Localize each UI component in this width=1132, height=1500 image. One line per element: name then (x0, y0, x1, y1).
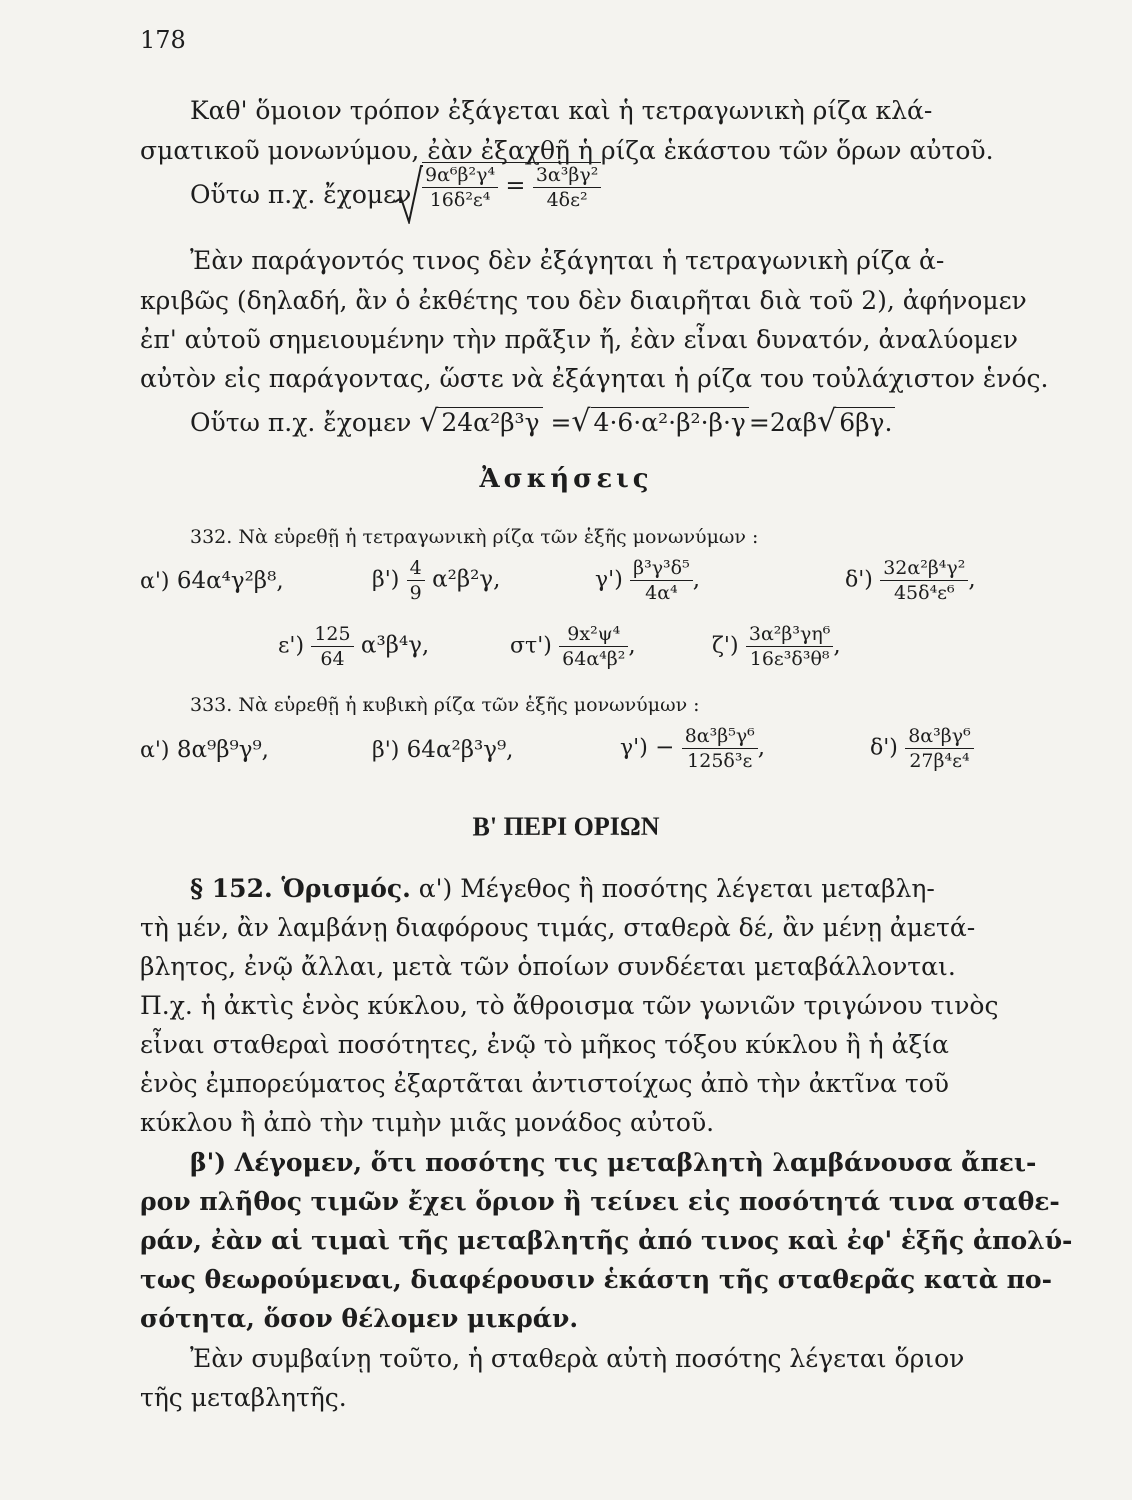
definition-b-line-1: β') Λέγομεν, ὅτι ποσότης τις μεταβλητὴ λαμβάνουσα ἄπει- (190, 1148, 1037, 1177)
ex332-e-rest: α³β⁴γ, (360, 632, 430, 659)
root-sign: √ (419, 404, 439, 439)
example2-radical-3: 6βγ. (836, 407, 895, 437)
intro-line-2: σματικοῦ μονωνύμου, ἐὰν ἐξαχθῇ ἡ ρίζα ἑκάστου τῶν ὅρων αὐτοῦ. (140, 136, 994, 165)
ex333-a-expr: 8α⁹β⁹γ⁹, (176, 737, 269, 763)
ex333-b-expr: 64α²β³γ⁹, (406, 737, 514, 763)
ex332-d (845, 556, 976, 605)
ex332-z-den: 16ε³δ³θ⁸ (749, 648, 830, 670)
ex332-st-num: 9x²ψ⁴ (559, 622, 628, 647)
ex332-e-num: 125 (311, 622, 353, 647)
ex332-e (278, 622, 429, 671)
ex333-b (372, 737, 514, 763)
intro-line-1: Καθ' ὅμοιον τρόπον ἐξάγεται καὶ ἡ τετραγωνικὴ ρίζα κλά- (190, 96, 933, 125)
closing-line-1: Ἐὰν συμβαίνῃ τοῦτο, ἡ σταθερὰ αὐτὴ ποσότης λέγεται ὅριον (190, 1344, 965, 1373)
ex332-b-num: 4 (407, 556, 425, 581)
example2-radical-1: 24α²β³γ (438, 407, 542, 437)
ex332-z-comma: , (833, 632, 841, 659)
ex332-d-label: δ') (845, 567, 873, 593)
closing-line-2: τῆς μεταβλητῆς. (140, 1383, 347, 1412)
ex332-e-label: ε') (278, 633, 305, 659)
ex332-c-den: 4α⁴ (645, 582, 678, 604)
ex332-z-label: ζ') (712, 633, 739, 659)
ex332-st-den: 64α⁴β² (562, 648, 626, 670)
ex332-st-label: στ') (510, 633, 552, 659)
ex333-b-label: β') (372, 738, 400, 763)
para2-line-4: αὐτὸν εἰς παράγοντας, ὥστε νὰ ἐξάγηται ἡ ρίζα του τοὐλάχιστον ἑνός. (140, 364, 1049, 393)
ex332-c-num: β³γ³δ⁵ (630, 556, 693, 581)
ex333-c-sign: − (655, 734, 675, 761)
ex332-c-comma: , (692, 566, 701, 593)
equals-sign: = (550, 408, 572, 437)
ex333-c-num: 8α³β⁵γ⁶ (682, 724, 758, 749)
para2-line-3: ἐπ' αὐτοῦ σημειουμένην τὴν πρᾶξιν ἤ, ἐὰν εἶναι δυνατόν, ἀναλύομεν (140, 325, 1018, 354)
example1-result-num: 3α³βγ² (533, 163, 602, 188)
ex333-d (870, 724, 974, 773)
section152-line-4: Π.χ. ἡ ἀκτὶς ἑνὸς κύκλου, τὸ ἄθροισμα τῶν γωνιῶν τριγώνου τινὸς (140, 991, 999, 1020)
page-number: 178 (140, 26, 186, 54)
section152-line-1 (190, 872, 1000, 906)
section-title: Β' ΠΕΡΙ ΟΡΙΩΝ (472, 812, 660, 841)
section152-line-2: τὴ μέν, ἂν λαμβάνῃ διαφόρους τιμάς, σταθερὰ δέ, ἂν μένῃ ἀμετά- (140, 913, 976, 942)
root-sign: √ (571, 404, 591, 439)
example2-radical-2: 4·6·α²·β²·β·γ (591, 407, 749, 437)
para2-line-1: Ἐὰν παράγοντός τινος δὲν ἐξάγηται ἡ τετραγωνικὴ ρίζα ἀ- (190, 246, 945, 275)
example2-lead: Οὕτω π.χ. ἔχομεν (190, 408, 412, 437)
ex332-d-den: 45δ⁴ε⁶ (893, 582, 955, 604)
ex333-d-num: 8α³βγ⁶ (905, 724, 974, 749)
ex332-st (510, 622, 636, 671)
ex332-a (140, 568, 284, 594)
definition-b-line-2: ρον πλῆθος τιμῶν ἔχει ὅριον ἢ τείνει εἰς ποσότητά τινα σταθε- (140, 1187, 1060, 1216)
exercise-332-title: 332. Νὰ εὑρεθῇ ἡ τετραγωνικὴ ρίζα τῶν ἑξῆς μονωνύμων : (190, 526, 759, 548)
exercise-333-title: 333. Νὰ εὑρεθῇ ἡ κυβικὴ ρίζα τῶν ἑξῆς μονωνύμων : (190, 694, 700, 716)
ex332-c (595, 556, 700, 605)
definition-b-line-3: ράν, ἐὰν αἱ τιμαὶ τῆς μεταβλητῆς ἀπό τινος καὶ ἐφ' ἑξῆς ἀπολύ- (140, 1226, 1073, 1255)
ex333-c-label: γ') (620, 735, 648, 761)
para2-line-2: κριβῶς (δηλαδή, ἂν ὁ ἐκθέτης του δὲν διαιρῆται διὰ τοῦ 2), ἀφήνομεν (140, 286, 1027, 315)
definition-b-line-5: σότητα, ὅσον θέλομεν μικράν. (140, 1304, 579, 1333)
example1-radicand-num: 9α⁶β²γ⁴ (422, 163, 498, 188)
section152-lead: § 152. Ὁρισμός. (190, 874, 411, 903)
example2-formula (190, 404, 895, 439)
exercises-heading: Ἀσκήσεις (479, 464, 653, 494)
ex333-a-label: α') (140, 738, 170, 763)
ex333-d-den: 27β⁴ε⁴ (909, 750, 970, 772)
ex333-c (620, 724, 765, 773)
example1-radicand-fraction (422, 163, 498, 212)
ex333-a (140, 737, 269, 763)
ex332-z-num: 3α²β³γη⁶ (746, 622, 834, 647)
ex332-a-label: α') (140, 569, 170, 594)
section152-line-6: ἑνὸς ἐμπορεύματος ἐξαρτᾶται ἀντιστοίχως ἀπὸ τὴν ἀκτῖνα τοῦ (140, 1069, 949, 1098)
ex332-e-den: 64 (320, 648, 345, 670)
ex332-b (372, 556, 500, 605)
ex332-b-den: 9 (409, 582, 422, 604)
square-root-sign (393, 164, 423, 224)
example1-lead: Οὕτω π.χ. ἔχομεν (190, 180, 412, 209)
ex333-c-comma: , (757, 734, 766, 761)
example1-result-fraction (533, 163, 602, 212)
ex332-z (712, 622, 841, 671)
ex332-c-label: γ') (595, 567, 623, 593)
example1-result-den: 4δε² (546, 189, 588, 211)
section152-line-3: βλητος, ἐνῷ ἄλλαι, μετὰ τῶν ὁποίων συνδέεται μεταβάλλονται. (140, 952, 956, 981)
example1-radicand (422, 162, 601, 212)
ex332-b-rest: α²β²γ, (432, 566, 501, 593)
equals-sign: = (505, 171, 526, 200)
root-sign: √ (817, 404, 837, 439)
example2-coefficient: =2αβ (748, 408, 818, 437)
definition-b-line-4: τως θεωρούμεναι, διαφέρουσιν ἑκάστη τῆς σταθερᾶς κατὰ πο- (140, 1265, 1052, 1294)
ex332-a-expr: 64α⁴γ²β⁸, (176, 568, 284, 594)
ex333-c-den: 125δ³ε (687, 750, 753, 772)
ex332-b-label: β') (372, 567, 400, 593)
ex332-d-num: 32α²β⁴γ² (880, 556, 968, 581)
example1-radicand-den: 16δ²ε⁴ (429, 189, 491, 211)
section152-line-7: κύκλου ἢ ἀπὸ τὴν τιμὴν μιᾶς μονάδος αὐτοῦ. (140, 1108, 715, 1137)
ex332-st-comma: , (628, 632, 636, 659)
section152-line-5: εἶναι σταθεραὶ ποσότητες, ἐνῷ τὸ μῆκος τόξου κύκλου ἢ ἡ ἀξία (140, 1030, 949, 1059)
ex332-d-comma: , (968, 566, 976, 593)
section152-line1-text: α') Μέγεθος ἢ ποσότης λέγεται μεταβλη- (418, 874, 935, 903)
ex333-d-label: δ') (870, 735, 898, 761)
